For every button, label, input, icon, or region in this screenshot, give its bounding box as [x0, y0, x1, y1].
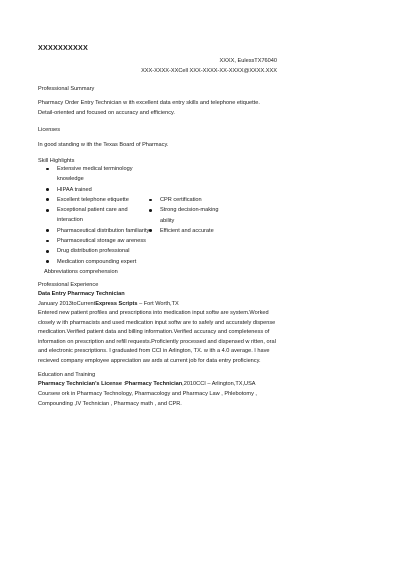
- skill-item-continuation: [44, 267, 164, 277]
- skill-text: Extensive medical terminology: [57, 166, 133, 172]
- bullet-icon: [149, 229, 152, 232]
- skill-item: [46, 164, 164, 174]
- job-description-line: and electronic prescriptions. I graduated from CCI in Arlington, TX. w ith a 4.0 average. I have: [38, 348, 270, 354]
- degree-school: ,2010CCI – Arlington,TX,USA: [182, 381, 256, 387]
- skill-text: Pharmaceutical distribution familiarity: [57, 227, 150, 234]
- skills-right-list: [149, 195, 239, 236]
- skill-text: knowledge: [57, 176, 84, 183]
- coursework-line: Compounding ,IV Technician , Pharmacy math , and CPR.: [38, 400, 182, 407]
- skill-item: [46, 226, 164, 236]
- licenses-heading: Licenses: [38, 127, 61, 133]
- bullet-icon: [149, 209, 152, 212]
- bullet-icon: [46, 168, 49, 171]
- skill-item: [46, 257, 164, 267]
- skill-item: [46, 236, 164, 246]
- job-description-line: medication.Verified patient data and billing information.Verified accuracy and completeness of: [38, 329, 270, 335]
- skill-item: [46, 195, 164, 205]
- degree-separator: :: [121, 381, 126, 387]
- licenses-text: In good standing w ith the Texas Board of Pharmacy.: [38, 142, 169, 148]
- degree-name: Pharmacy Technician's License: [38, 381, 122, 387]
- skill-text: Abbreviations comprehension: [44, 268, 118, 275]
- skill-text: Pharmaceutical storage aw areness: [57, 238, 146, 245]
- job-dates: January 2013toCurrent: [38, 301, 96, 307]
- education-heading: Education and Training: [38, 372, 96, 378]
- bullet-icon: [46, 209, 49, 212]
- contact-phone-email: XXX-XXXX-XXCell XXX-XXXX-XX-XXXX@XXXX.XXX: [141, 68, 277, 74]
- skill-text: Medication compounding expert: [57, 258, 137, 265]
- bullet-icon: [149, 199, 152, 202]
- skill-text: Efficient and accurate: [160, 227, 214, 234]
- skill-item-continuation: [46, 174, 164, 184]
- skill-item: [46, 246, 164, 256]
- skill-text: Excellent telephone etiquette: [57, 196, 129, 203]
- skill-text: Drug distribution professional: [57, 248, 130, 255]
- degree-field: Pharmacy Technician: [125, 381, 183, 387]
- summary-line-1: Pharmacy Order Entry Technician w ith excellent data entry skills and telephone etiquette.: [38, 100, 260, 106]
- contact-address: XXXX, EulessTX76040: [219, 58, 277, 64]
- bullet-icon: [46, 250, 49, 253]
- bullet-icon: [46, 198, 49, 201]
- skill-item: [149, 195, 239, 205]
- summary-line-2: Detail-oriented and focused on accuracy and efficiency.: [38, 110, 175, 116]
- summary-heading: Professional Summary: [38, 86, 95, 92]
- bullet-icon: [46, 229, 49, 232]
- candidate-name: XXXXXXXXXX: [38, 43, 88, 52]
- skill-text: Strong decision-making: [160, 207, 219, 214]
- bullet-icon: [46, 188, 49, 191]
- skill-item-continuation: [46, 215, 164, 225]
- skill-text: ability: [160, 217, 175, 224]
- company-name: Express Scripts: [95, 301, 138, 307]
- job-description-line: Entered new patient profiles and prescriptions into medication input softw are system.Worked: [38, 310, 269, 316]
- bullet-icon: [46, 240, 49, 243]
- skill-item-continuation: [149, 216, 239, 226]
- skill-text: CPR certification: [160, 197, 202, 203]
- skill-text: interaction: [57, 217, 83, 224]
- skills-heading: Skill Highlights: [38, 158, 75, 164]
- job-location: – Fort Worth,TX: [137, 301, 179, 307]
- education-degree-line: [38, 380, 338, 390]
- bullet-icon: [46, 260, 49, 263]
- coursework-line: Coursew ork in Pharmacy Technology, Pharmacology and Pharmacy Law , Phlebotomy ,: [38, 391, 257, 397]
- experience-heading: Professional Experience: [38, 282, 99, 288]
- skill-text: HIPAA trained: [57, 186, 92, 193]
- job-description-line: recieved company employee appreciation aw ards at current job for data entry proficiency.: [38, 357, 261, 364]
- job-description-line: information on prescription and refill requests.Proficiently processed and dispensed w ritten, oral: [38, 338, 276, 345]
- job-title: Data Entry Pharmacy Technician: [38, 291, 125, 297]
- skills-left-list: [46, 164, 164, 277]
- job-description-line: closely w ith pharmacists and used medication input softw are to safely and accurately dispense: [38, 319, 276, 326]
- skill-item: [149, 205, 239, 215]
- skill-item: [46, 185, 164, 195]
- skill-text: Exceptional patient care and: [57, 207, 128, 214]
- skill-item: [46, 205, 164, 215]
- skill-item: [149, 226, 239, 236]
